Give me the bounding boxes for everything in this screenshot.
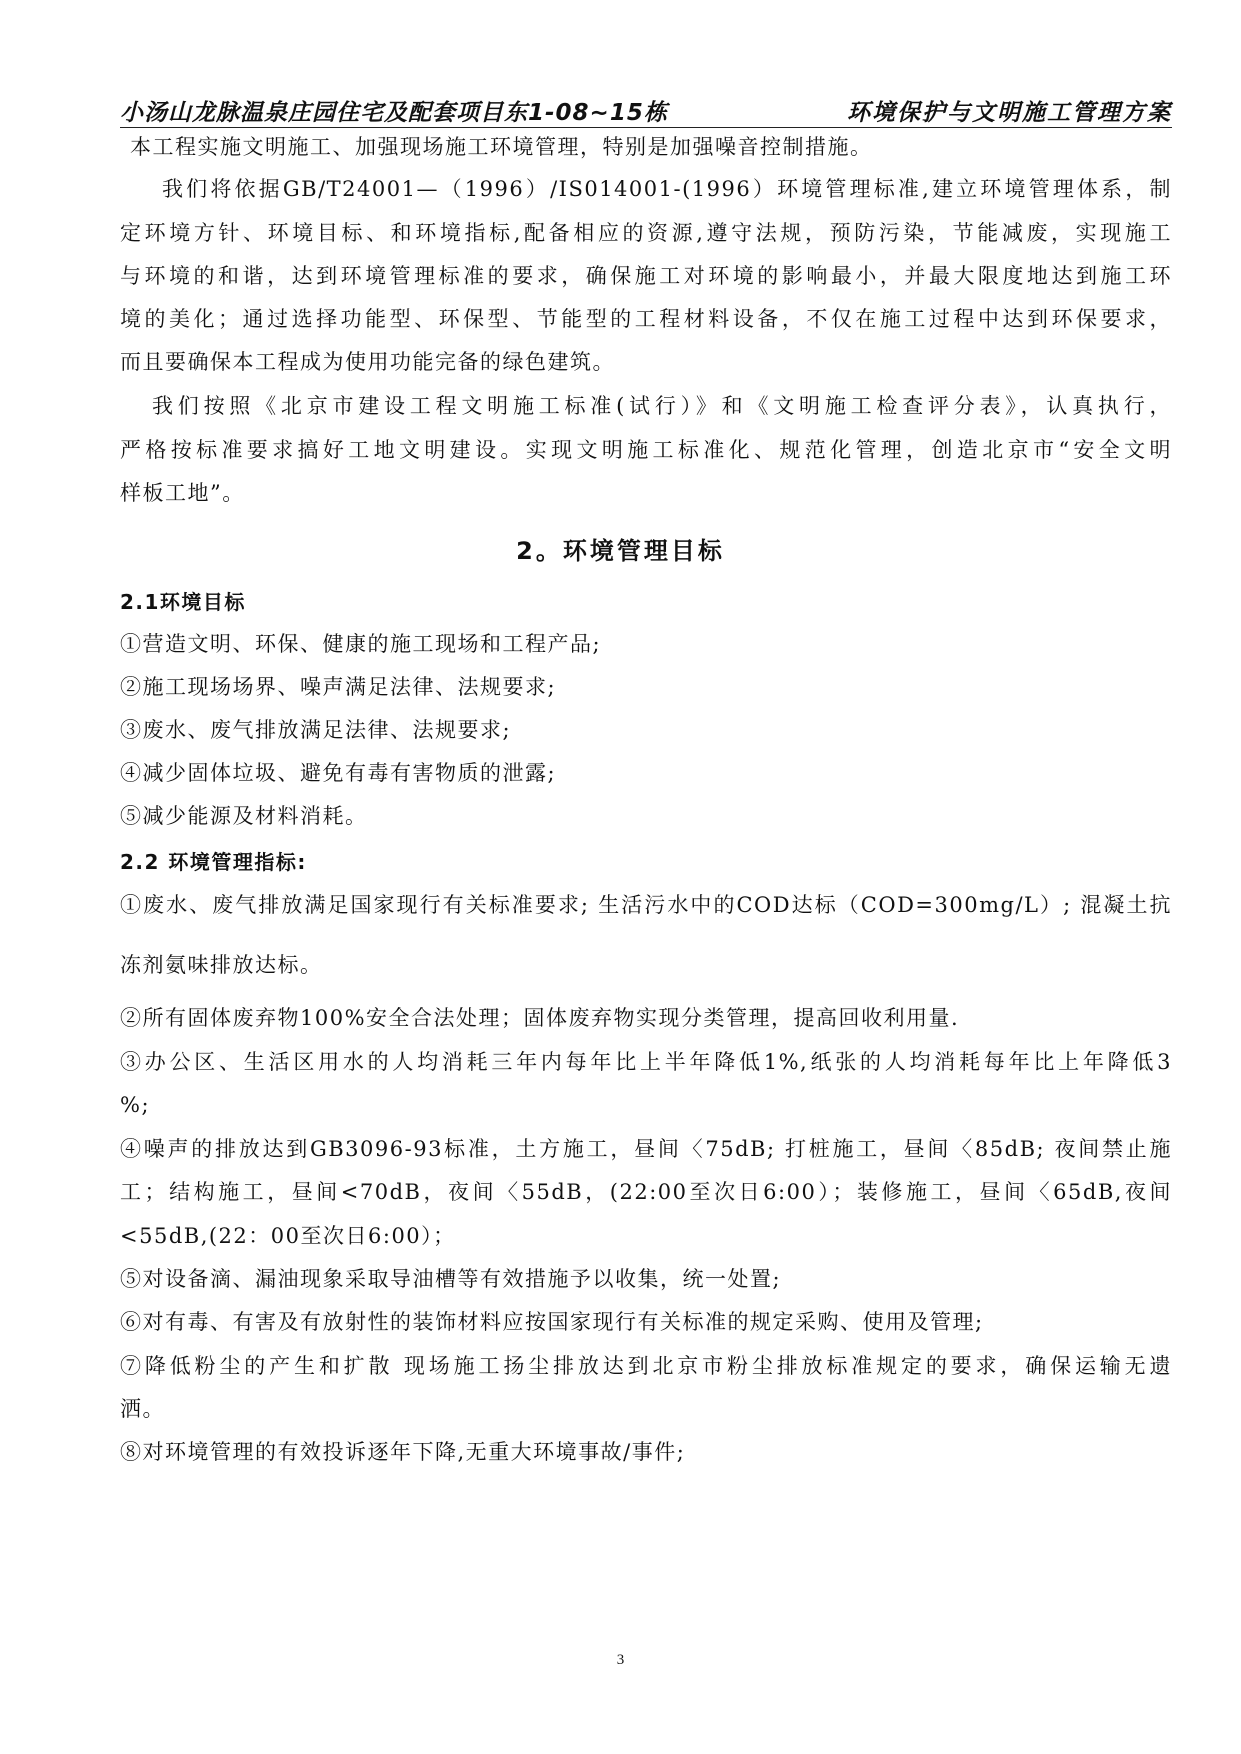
paragraph-line: 严格按标准要求搞好工地文明建设。实现文明施工标准化、规范化管理，创造北京市“安全文明 — [120, 438, 1172, 462]
paragraph-line: 我们将依据GB/T24001—（1996）/IS014001-(1996）环境管理标准,建立环境管理体系，制 — [162, 177, 1172, 201]
page-header — [120, 90, 1172, 128]
list-item: ③办公区、生活区用水的人均消耗三年内每年比上半年降低1%,纸张的人均消耗每年比上年降低3 — [120, 1050, 1172, 1074]
page-number: 3 — [616, 1652, 625, 1668]
list-item-continuation: <55dB,(22：00至次日6:00）； — [120, 1224, 456, 1248]
list-item: ⑤减少能源及材料消耗。 — [120, 804, 368, 828]
section-heading: 2。环境管理目标 — [516, 537, 725, 565]
paragraph-line: 样板工地”。 — [120, 481, 245, 505]
list-item: ⑦降低粉尘的产生和扩散 现场施工扬尘排放达到北京市粉尘排放标准规定的要求，确保运输无遗 — [120, 1354, 1172, 1378]
list-item-continuation: %; — [120, 1093, 151, 1117]
list-item: ③废水、废气排放满足法律、法规要求; — [120, 718, 512, 742]
header-project-title: 小汤山龙脉温泉庄园住宅及配套项目东1-08~15栋 — [120, 100, 668, 126]
paragraph-line: 定环境方针、环境目标、和环境指标,配备相应的资源,遵守法规，预防污染，节能减废，实现施工 — [120, 221, 1172, 245]
list-item: ④减少固体垃圾、避免有毒有害物质的泄露; — [120, 761, 557, 785]
list-item: ①废水、废气排放满足国家现行有关标准要求; 生活污水中的COD达标（COD=300mg/L）; 混凝土抗 — [120, 893, 1172, 917]
paragraph-line: 而且要确保本工程成为使用功能完备的绿色建筑。 — [120, 350, 615, 374]
subsection-heading: 2.2 环境管理指标: — [120, 850, 307, 874]
list-item: ⑤对设备滴、漏油现象采取导油槽等有效措施予以收集，统一处置; — [120, 1267, 782, 1291]
list-item: ④噪声的排放达到GB3096-93标准，土方施工，昼间〈75dB; 打桩施工，昼间〈85dB; 夜间禁止施 — [120, 1137, 1172, 1161]
paragraph-line: 我们按照《北京市建设工程文明施工标准(试行）》和《文明施工检查评分表》，认真执行， — [152, 394, 1172, 418]
list-item: ⑧对环境管理的有效投诉逐年下降,无重大环境事故/事件; — [120, 1440, 686, 1464]
list-item-continuation: 洒。 — [120, 1397, 165, 1421]
list-item: ①营造文明、环保、健康的施工现场和工程产品; — [120, 632, 602, 656]
paragraph-line: 境的美化；通过选择功能型、环保型、节能型的工程材料设备，不仅在施工过程中达到环保要求， — [120, 307, 1172, 331]
header-document-title: 环境保护与文明施工管理方案 — [847, 100, 1172, 126]
paragraph-line: 与环境的和谐，达到环境管理标准的要求，确保施工对环境的影响最小，并最大限度地达到施工环 — [120, 264, 1172, 288]
list-item: ⑥对有毒、有害及有放射性的装饰材料应按国家现行有关标准的规定采购、使用及管理; — [120, 1310, 984, 1334]
list-item: ②所有固体废弃物100%安全合法处理；固体废弃物实现分类管理，提高回收利用量. — [120, 1006, 960, 1030]
list-item: ②施工现场场界、噪声满足法律、法规要求; — [120, 675, 557, 699]
subsection-heading: 2.1环境目标 — [120, 590, 246, 614]
list-item-continuation: 工；结构施工，昼间<70dB，夜间〈55dB，(22:00至次日6:00）；装修施工，昼间〈65dB,夜间 — [120, 1180, 1172, 1204]
intro-line: 本工程实施文明施工、加强现场施工环境管理，特别是加强噪音控制措施。 — [130, 135, 873, 159]
list-item-continuation: 冻剂氨味排放达标。 — [120, 953, 323, 977]
